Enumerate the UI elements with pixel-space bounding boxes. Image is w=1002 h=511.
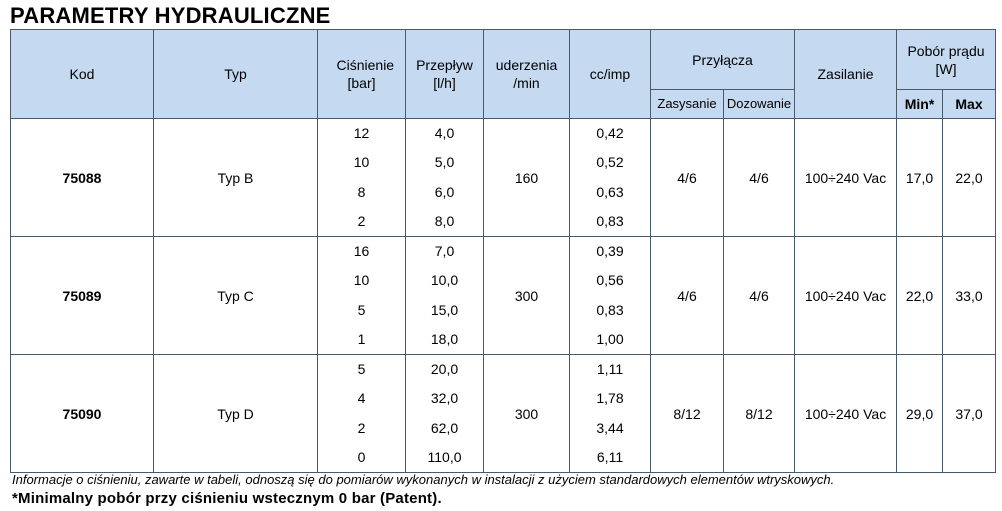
cisnienie-value: 5: [357, 361, 366, 378]
przeplyw-value: 8,0: [434, 212, 455, 229]
cell-max: 22,0: [943, 119, 996, 237]
cell-uderzenia: 160: [484, 119, 570, 237]
cell-uderzenia: 300: [484, 355, 570, 473]
cell-zasilanie: 100÷240 Vac: [795, 119, 897, 237]
header-pobor: [897, 30, 996, 90]
przeplyw-value: 5,0: [434, 154, 455, 171]
header-pobor-label: Pobór prądu [W]: [907, 42, 985, 77]
cell-cisnienie: [318, 237, 406, 355]
cisnienie-value: 5: [357, 301, 366, 318]
ccimp-value: 1,11: [596, 361, 624, 378]
header-max: Max: [943, 90, 996, 119]
cell-typ: Typ B: [154, 119, 318, 237]
cell-zasilanie: 100÷240 Vac: [795, 237, 897, 355]
header-cisnienie: [318, 30, 406, 119]
ccimp-value: 3,44: [596, 419, 624, 436]
przeplyw-value: 32,0: [430, 390, 459, 407]
cisnienie-value: 4: [357, 390, 366, 407]
cell-przeplyw: [406, 237, 484, 355]
cell-przeplyw: [406, 119, 484, 237]
cell-zasysanie: 4/6: [651, 237, 724, 355]
ccimp-value: 1,78: [596, 390, 624, 407]
cell-przeplyw: [406, 355, 484, 473]
cell-typ: Typ C: [154, 237, 318, 355]
hydraulic-parameters-table: [10, 29, 996, 473]
header-cisnienie-label: Ciśnienie [bar]: [336, 57, 395, 91]
table-row: [11, 355, 996, 473]
header-min: Min*: [897, 90, 943, 119]
footnote-patent: *Minimalny pobór przy ciśnieniu wstecznym 0 bar (Patent).: [12, 490, 442, 507]
cell-cisnienie: [318, 119, 406, 237]
cell-zasysanie: 8/12: [651, 355, 724, 473]
cell-ccimp: [570, 119, 651, 237]
cell-typ: Typ D: [154, 355, 318, 473]
header-przylacza: Przyłącza: [651, 30, 795, 90]
cell-dozowanie: 4/6: [724, 237, 795, 355]
cell-kod: 75088: [11, 119, 154, 237]
cell-min: 17,0: [897, 119, 943, 237]
cisnienie-value: 0: [357, 448, 366, 465]
cisnienie-value: 1: [357, 330, 366, 347]
header-przeplyw-label: Przepływ [l/h]: [416, 57, 473, 91]
cell-dozowanie: 8/12: [724, 355, 795, 473]
header-przeplyw: [406, 30, 484, 119]
cell-dozowanie: 4/6: [724, 119, 795, 237]
cell-max: 33,0: [943, 237, 996, 355]
header-kod: Kod: [11, 30, 154, 119]
page-title: PARAMETRY HYDRAULICZNE: [10, 3, 331, 28]
ccimp-value: 6,11: [596, 448, 624, 465]
ccimp-value: 0,83: [596, 212, 624, 229]
cisnienie-value: 12: [353, 125, 370, 142]
przeplyw-value: 62,0: [430, 419, 459, 436]
przeplyw-value: 7,0: [434, 243, 455, 260]
cisnienie-value: 10: [353, 154, 370, 171]
ccimp-value: 0,83: [596, 301, 624, 318]
header-uderzenia-label: uderzenia /min: [495, 57, 558, 91]
cell-cisnienie: [318, 355, 406, 473]
header-zasilanie: Zasilanie: [795, 30, 897, 119]
cell-min: 22,0: [897, 237, 943, 355]
cell-kod: 75089: [11, 237, 154, 355]
ccimp-value: 0,63: [596, 183, 624, 200]
cell-zasysanie: 4/6: [651, 119, 724, 237]
cell-uderzenia: 300: [484, 237, 570, 355]
przeplyw-value: 110,0: [427, 448, 462, 465]
ccimp-value: 0,42: [596, 125, 624, 142]
cisnienie-value: 16: [353, 243, 370, 260]
header-dozowanie: Dozowanie: [724, 90, 795, 119]
ccimp-value: 0,52: [596, 154, 624, 171]
cell-kod: 75090: [11, 355, 154, 473]
przeplyw-value: 20,0: [430, 361, 459, 378]
cell-zasilanie: 100÷240 Vac: [795, 355, 897, 473]
przeplyw-value: 10,0: [430, 272, 459, 289]
table-row: [11, 237, 996, 355]
przeplyw-value: 6,0: [434, 183, 455, 200]
header-typ: Typ: [154, 30, 318, 119]
cell-min: 29,0: [897, 355, 943, 473]
cisnienie-value: 2: [357, 419, 366, 436]
cisnienie-value: 8: [357, 183, 366, 200]
przeplyw-value: 4,0: [434, 125, 455, 142]
cell-max: 37,0: [943, 355, 996, 473]
ccimp-value: 0,56: [596, 272, 624, 289]
header-zasysanie: Zasysanie: [651, 90, 724, 119]
header-uderzenia: [484, 30, 570, 119]
cisnienie-value: 2: [357, 212, 366, 229]
cell-ccimp: [570, 237, 651, 355]
table-row: [11, 119, 996, 237]
ccimp-value: 1,00: [596, 330, 624, 347]
header-ccimp: cc/imp: [570, 30, 651, 119]
footnote-info: Informacje o ciśnieniu, zawarte w tabeli, odnoszą się do pomiarów wykonanych w instalacji z użyciem standardowych elementów wtryskowych.: [12, 472, 835, 487]
ccimp-value: 0,39: [596, 243, 624, 260]
przeplyw-value: 15,0: [430, 301, 459, 318]
przeplyw-value: 18,0: [430, 330, 459, 347]
cisnienie-value: 10: [353, 272, 370, 289]
cell-ccimp: [570, 355, 651, 473]
